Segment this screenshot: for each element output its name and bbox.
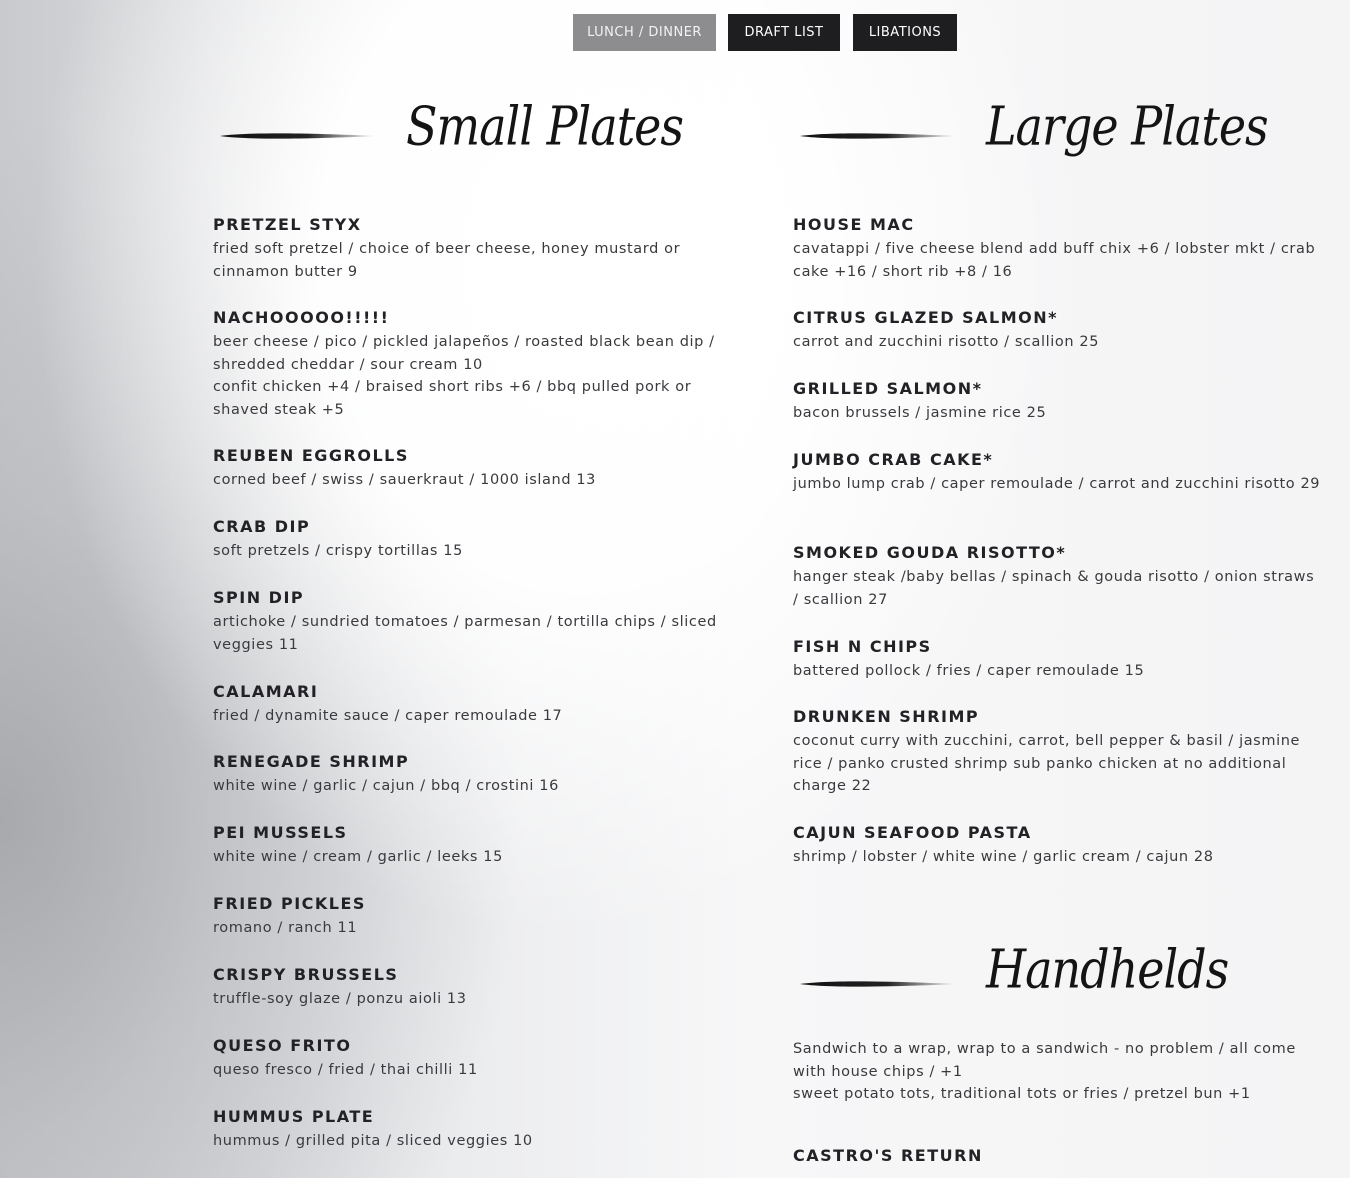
- tab-lunch-dinner[interactable]: LUNCH / DINNER: [573, 14, 716, 51]
- item-description: hanger steak /baby bellas / spinach & gouda risotto / onion straws / scallion 27: [793, 569, 1315, 608]
- item-description: corned beef / swiss / sauerkraut / 1000 island 13: [213, 472, 596, 488]
- large-plates-heading: [798, 94, 1268, 195]
- brush-stroke-icon: [798, 129, 960, 143]
- small-plates-heading: [218, 94, 684, 195]
- menu-item: [793, 636, 1323, 683]
- menu-item: [213, 822, 743, 869]
- item-description: battered pollock / fries / caper remoulade 15: [793, 663, 1145, 679]
- menu-item: [213, 893, 743, 940]
- menu-item: [793, 307, 1323, 354]
- item-name: CAJUN SEAFOOD PASTA: [793, 823, 1032, 842]
- handhelds-intro: [793, 1038, 1318, 1106]
- menu-item: [793, 706, 1323, 798]
- menu-item: [213, 1035, 743, 1082]
- item-name: HUMMUS PLATE: [213, 1107, 375, 1126]
- section-title-small-plates: Small Plates: [406, 94, 684, 157]
- item-name: HOUSE MAC: [793, 215, 915, 234]
- item-description: coconut curry with zucchini, carrot, bell pepper & basil / jasmine rice / panko crusted shrimp sub panko chicken at no additional charge 22: [793, 733, 1301, 794]
- item-description: white wine / garlic / cajun / bbq / crostini 16: [213, 778, 559, 794]
- item-description: truffle-soy glaze / ponzu aioli 13: [213, 991, 467, 1007]
- handhelds-heading: [798, 937, 1229, 1042]
- item-name: SMOKED GOUDA RISOTTO*: [793, 543, 1067, 562]
- menu-item: [793, 542, 1323, 611]
- item-description: soft pretzels / crispy tortillas 15: [213, 543, 463, 559]
- item-name: FRIED PICKLES: [213, 894, 366, 913]
- menu-item: [213, 964, 743, 1011]
- brush-stroke-icon: [218, 129, 380, 143]
- item-name: FISH N CHIPS: [793, 637, 932, 656]
- item-name: NACHOOOOO!!!!!: [213, 308, 390, 327]
- menu-item: [213, 681, 743, 728]
- item-addons: confit chicken +4 / braised short ribs +6 / bbq pulled pork or shaved steak +5: [213, 379, 692, 418]
- menu-item: [213, 445, 743, 492]
- menu-item: [793, 449, 1323, 496]
- item-name: GRILLED SALMON*: [793, 379, 983, 398]
- menu-nav: [0, 14, 1350, 51]
- item-name: DRUNKEN SHRIMP: [793, 707, 980, 726]
- item-description: fried soft pretzel / choice of beer cheese, honey mustard or cinnamon butter 9: [213, 241, 681, 280]
- menu-item: [793, 1145, 1323, 1169]
- item-name: CALAMARI: [213, 682, 319, 701]
- item-description: hummus / grilled pita / sliced veggies 10: [213, 1133, 533, 1149]
- section-title-large-plates: Large Plates: [986, 94, 1268, 157]
- section-title-handhelds: Handhelds: [986, 937, 1229, 1000]
- tab-draft-list[interactable]: DRAFT LIST: [728, 14, 840, 51]
- item-name: PEI MUSSELS: [213, 823, 348, 842]
- item-name: RENEGADE SHRIMP: [213, 752, 410, 771]
- menu-item: [793, 822, 1323, 869]
- item-name: JUMBO CRAB CAKE*: [793, 450, 994, 469]
- menu-item: [213, 751, 743, 798]
- item-description: bacon brussels / jasmine rice 25: [793, 405, 1047, 421]
- item-name: CRISPY BRUSSELS: [213, 965, 399, 984]
- brush-stroke-icon: [798, 977, 960, 991]
- menu-item: [213, 516, 743, 563]
- menu-item: [213, 307, 743, 421]
- menu-item: [793, 378, 1323, 425]
- item-description: carrot and zucchini risotto / scallion 25: [793, 334, 1100, 350]
- item-description: shrimp / lobster / white wine / garlic cream / cajun 28: [793, 849, 1214, 865]
- item-name: QUESO FRITO: [213, 1036, 352, 1055]
- item-description: fried / dynamite sauce / caper remoulade 17: [213, 708, 563, 724]
- menu-item: [793, 214, 1323, 283]
- item-description: beer cheese / pico / pickled jalapeños / roasted black bean dip / shredded cheddar / sour cream 10: [213, 334, 715, 373]
- handhelds-sides-note: sweet potato tots, traditional tots or fries / pretzel bun +1: [793, 1086, 1251, 1102]
- item-description: artichoke / sundried tomatoes / parmesan / tortilla chips / sliced veggies 11: [213, 614, 717, 653]
- item-description: white wine / cream / garlic / leeks 15: [213, 849, 503, 865]
- menu-item: [213, 587, 743, 656]
- item-description: cavatappi / five cheese blend add buff chix +6 / lobster mkt / crab cake +16 / short rib +8 / 16: [793, 241, 1316, 280]
- item-description: romano / ranch 11: [213, 920, 358, 936]
- menu-item: [213, 214, 743, 283]
- item-name: SPIN DIP: [213, 588, 305, 607]
- item-description: jumbo lump crab / caper remoulade / carrot and zucchini risotto 29: [793, 476, 1321, 492]
- tab-libations[interactable]: LIBATIONS: [853, 14, 957, 51]
- item-name: CASTRO'S RETURN: [793, 1146, 983, 1165]
- item-name: CRAB DIP: [213, 517, 311, 536]
- handhelds-note: Sandwich to a wrap, wrap to a sandwich - no problem / all come with house chips / +1: [793, 1041, 1296, 1080]
- item-name: REUBEN EGGROLLS: [213, 446, 409, 465]
- item-description: queso fresco / fried / thai chilli 11: [213, 1062, 478, 1078]
- item-name: PRETZEL STYX: [213, 215, 362, 234]
- item-name: CITRUS GLAZED SALMON*: [793, 308, 1058, 327]
- menu-item: [213, 1106, 743, 1153]
